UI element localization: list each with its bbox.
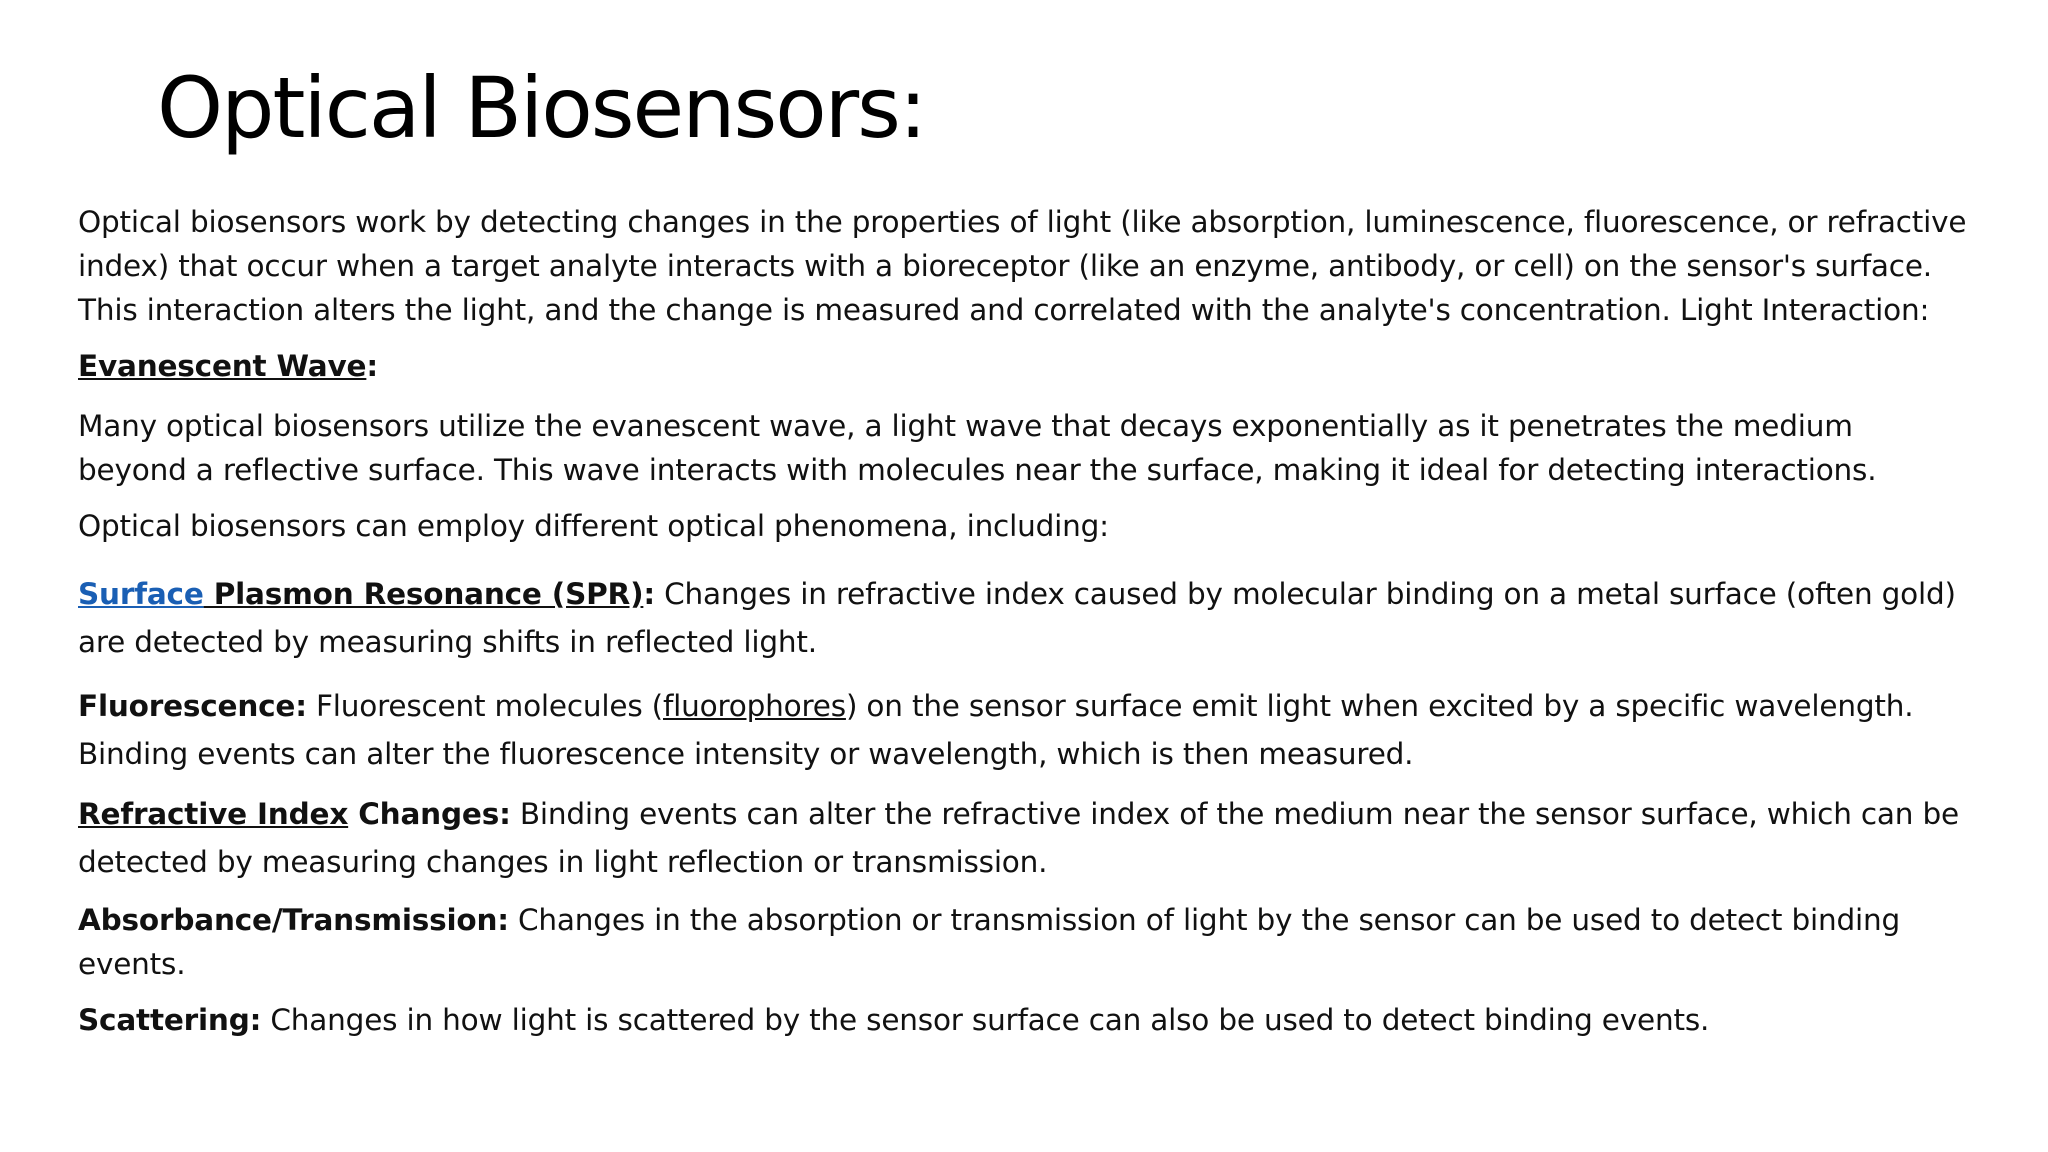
scattering-description: Changes in how light is scattered by the sensor surface can also be used to detect binding events. (261, 1003, 1710, 1037)
refractive-description: Binding events can alter the refractive index of the medium near the sensor surface, which can be detected by measuring changes in light reflection or transmission. (78, 797, 1959, 879)
fluorophores-link[interactable]: fluorophores (663, 689, 846, 723)
evanescent-wave-heading: Evanescent Wave (78, 349, 367, 383)
scattering-term: Scattering: (78, 1003, 262, 1037)
slide-title: Optical Biosensors: (157, 59, 926, 157)
fluorescence-term: Fluorescence: (78, 689, 307, 723)
fluorescence-text-before: Fluorescent molecules ( (306, 689, 663, 723)
refractive-index-item (78, 790, 1968, 886)
evanescent-heading-colon: : (366, 349, 378, 383)
spr-item (78, 570, 1968, 666)
scattering-item (78, 998, 1968, 1042)
surface-link[interactable]: Surface (78, 577, 204, 611)
phenomena-intro: Optical biosensors can employ different optical phenomena, including: (78, 509, 1109, 543)
absorbance-item (78, 898, 1968, 986)
spr-term: Plasmon Resonance (SPR) (203, 577, 644, 611)
intro-paragraph: Optical biosensors work by detecting changes in the properties of light (like absorption, luminescence, fluorescence, or refractive index) that occur when a target analyte interacts with a bioreceptor (like an enzyme, antibody, or cell) on the sensor's surface. This interaction alters the light, and the change is measured and correlated with the analyte's concentration. Light Interaction: (78, 205, 1967, 327)
evanescent-heading-line (78, 344, 1968, 388)
absorbance-term: Absorbance/Transmission: (78, 903, 509, 937)
refractive-term-rest: Changes: (348, 797, 511, 831)
spr-colon: : (643, 577, 655, 611)
spr-description: Changes in refractive index caused by molecular binding on a metal surface (often gold) are detected by measuring shifts in reflected light. (78, 577, 1956, 659)
evanescent-paragraph: Many optical biosensors utilize the evanescent wave, a light wave that decays exponentially as it penetrates the medium beyond a reflective surface. This wave interacts with molecules near the surface, making it ideal for detecting interactions. (78, 409, 1877, 487)
refractive-index-link[interactable]: Refractive Index (78, 797, 349, 831)
absorbance-description: Changes in the absorption or transmission of light by the sensor can be used to detect binding events. (78, 903, 1901, 981)
slide-body (78, 200, 1968, 1042)
fluorescence-item (78, 682, 1968, 778)
fluorescence-text-after: ) on the sensor surface emit light when excited by a specific wavelength. Binding events can alter the fluorescence intensity or wavelength, which is then measured. (78, 689, 1914, 771)
